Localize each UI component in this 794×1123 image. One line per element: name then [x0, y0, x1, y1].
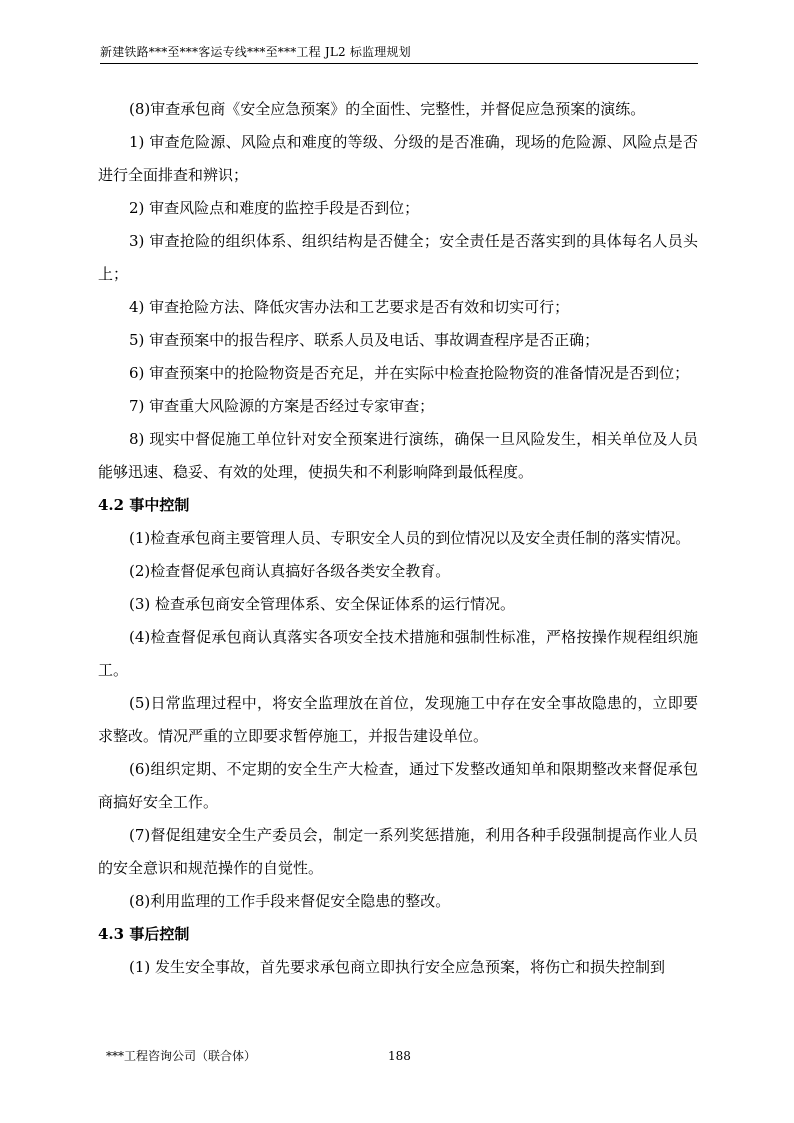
- list-item-8: 8) 现实中督促施工单位针对安全预案进行演练，确保一旦风险发生，相关单位及人员能够迅速、稳妥、有效的处理，使损失和不利影响降到最低程度。: [98, 430, 698, 481]
- paragraph-4-2-6: (6)组织定期、不定期的安全生产大检查，通过下发整改通知单和限期整改来督促承包商搞好安全工作。: [98, 760, 698, 811]
- paragraph-item-8: (8)审查承包商《安全应急预案》的全面性、完整性，并督促应急预案的演练。: [129, 100, 646, 118]
- section-heading-4-3: 4.3 事后控制: [98, 925, 190, 943]
- list-item-3: 3) 审查抢险的组织体系、组织结构是否健全；安全责任是否落实到的具体每名人员头上；: [98, 232, 698, 283]
- list-item-4: 4) 审查抢险方法、降低灾害办法和工艺要求是否有效和切实可行；: [129, 298, 570, 316]
- page-number: 188: [388, 1049, 411, 1063]
- paragraph-4-2-7: (7)督促组建安全生产委员会，制定一系列奖惩措施，利用各种手段强制提高作业人员的安全意识和规范操作的自觉性。: [98, 826, 698, 877]
- paragraph-4-2-8: (8)利用监理的工作手段来督促安全隐患的整改。: [129, 892, 451, 910]
- paragraph-4-2-2: (2)检查督促承包商认真搞好各级各类安全教育。: [129, 562, 451, 580]
- list-item-6: 6) 审查预案中的抢险物资是否充足，并在实际中检查抢险物资的准备情况是否到位；: [129, 364, 690, 382]
- paragraph-4-2-1: (1)检查承包商主要管理人员、专职安全人员的到位情况以及安全责任制的落实情况。: [129, 529, 691, 547]
- list-item-1: 1) 审查危险源、风险点和难度的等级、分级的是否准确，现场的危险源、风险点是否进行全面排查和辨识；: [98, 133, 698, 184]
- list-item-5: 5) 审查预案中的报告程序、联系人员及电话、事故调查程序是否正确；: [129, 331, 600, 349]
- header-title: 新建铁路***至***客运专线***至***工程 JL2 标监理规划: [100, 45, 411, 59]
- footer-company: ***工程咨询公司（联合体）: [106, 1049, 257, 1063]
- page-header: [100, 44, 698, 64]
- section-heading-4-2: 4.2 事中控制: [98, 496, 190, 514]
- document-body: [98, 93, 698, 984]
- paragraph-4-2-5: (5)日常监理过程中，将安全监理放在首位，发现施工中存在安全事故隐患的，立即要求整改。情况严重的立即要求暂停施工，并报告建设单位。: [98, 694, 698, 745]
- paragraph-4-2-4: (4)检查督促承包商认真落实各项安全技术措施和强制性标准，严格按操作规程组织施工。: [98, 628, 698, 679]
- list-item-7: 7) 审查重大风险源的方案是否经过专家审查；: [129, 397, 435, 415]
- list-item-2: 2) 审查风险点和难度的监控手段是否到位；: [129, 199, 420, 217]
- paragraph-4-3-1: (1) 发生安全事故，首先要求承包商立即执行安全应急预案，将伤亡和损失控制到: [129, 958, 666, 976]
- paragraph-4-2-3: (3) 检查承包商安全管理体系、安全保证体系的运行情况。: [129, 595, 516, 613]
